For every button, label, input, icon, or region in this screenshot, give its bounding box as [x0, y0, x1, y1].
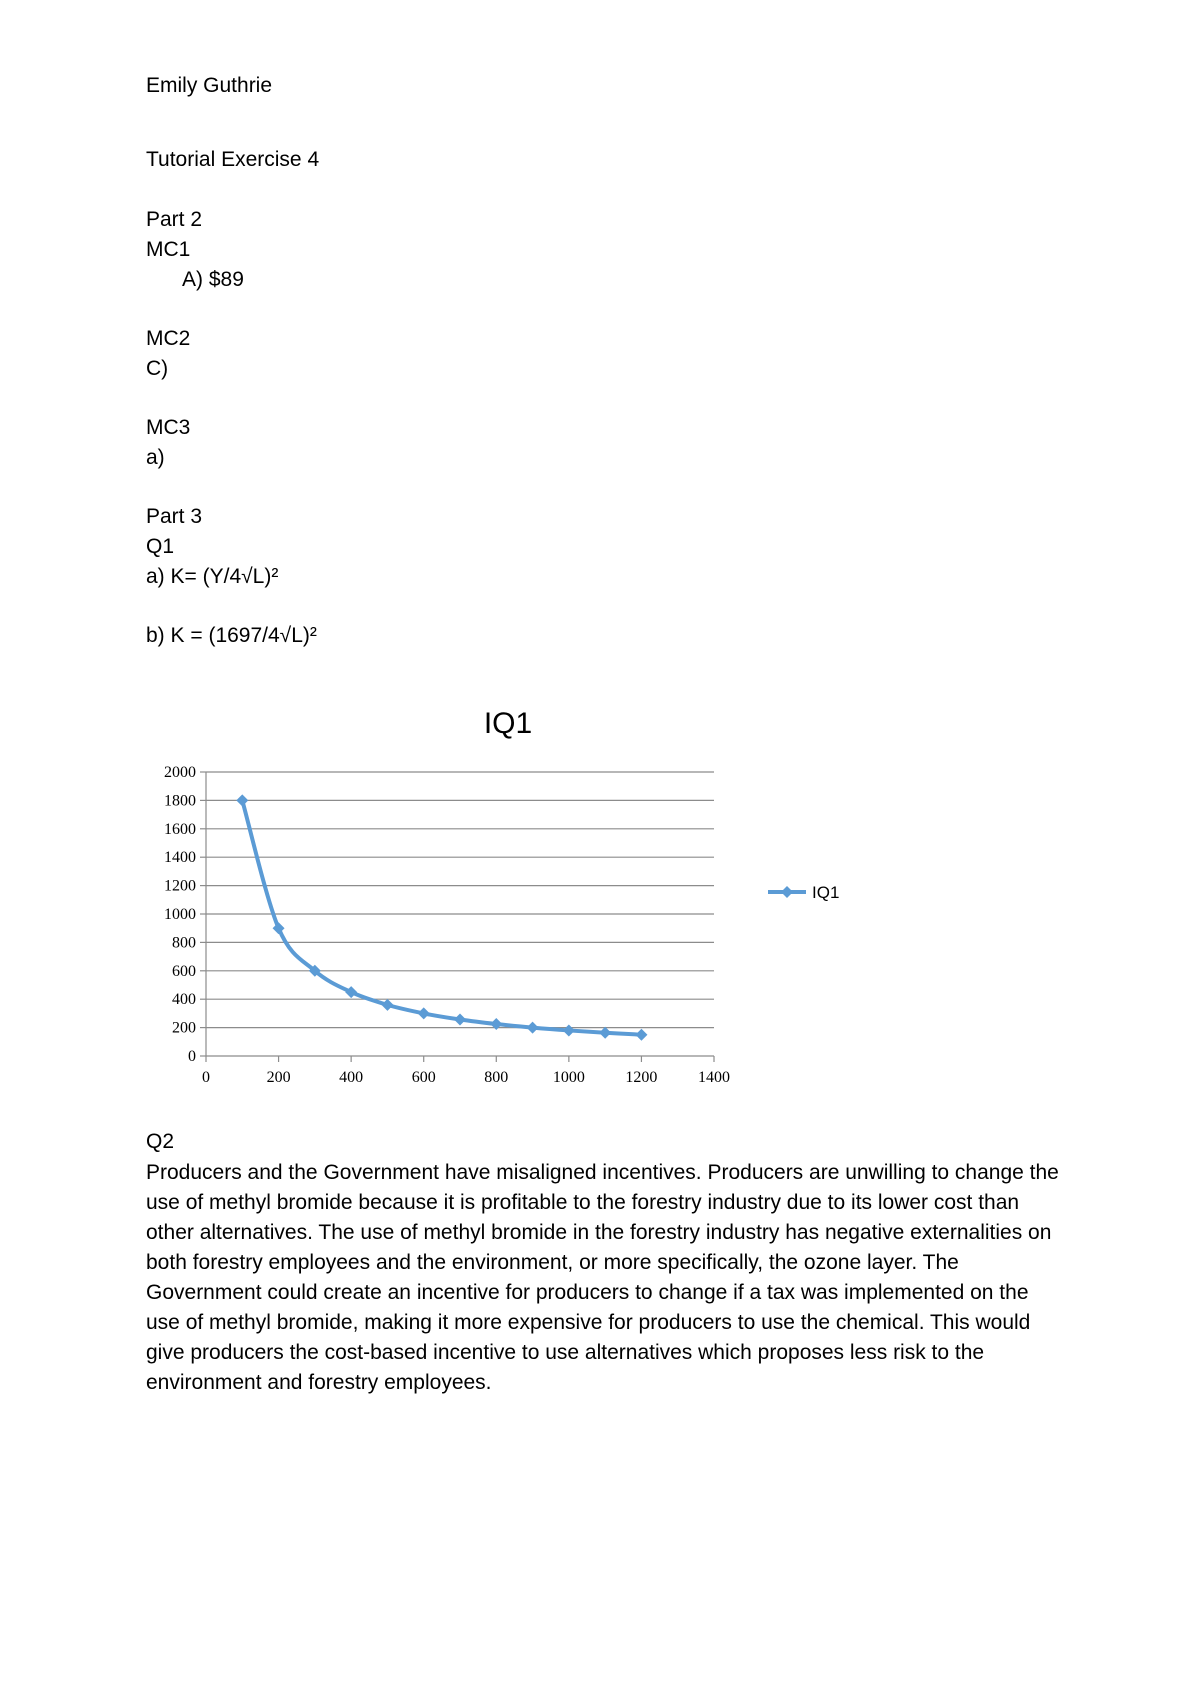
data-point-500	[381, 999, 393, 1011]
x-tick-label-600: 600	[411, 1069, 436, 1086]
document-title: Tutorial Exercise 4	[146, 148, 320, 171]
x-tick-label-200: 200	[266, 1069, 291, 1086]
data-point-1100	[599, 1027, 611, 1039]
q1-label: Q1	[146, 535, 175, 558]
y-tick-label-1600: 1600	[164, 820, 196, 838]
y-tick-label-1800: 1800	[164, 792, 196, 810]
y-tick-label-1400: 1400	[164, 849, 196, 867]
data-point-600	[418, 1007, 430, 1019]
x-tick-label-1000: 1000	[552, 1069, 585, 1086]
q2-label: Q2	[146, 1130, 175, 1153]
part3-heading: Part 3	[146, 505, 203, 528]
legend-label-iq1: IQ1	[812, 883, 840, 902]
data-point-100	[236, 794, 248, 806]
y-tick-label-400: 400	[172, 991, 196, 1009]
q2-answer-paragraph: Producers and the Government have misaligned incentives. Producers are unwilling to change the use of methyl bromide because it is profitable to the forestry industry due to its lower cost than other alternatives. The use of methyl bromide in the forestry industry has negative externalities on both forestry employees and the environment, or more specifically, the ozone layer. The Government could create an incentive for producers to change if a tax was implemented on the use of methyl bromide, making it more expensive for producers to use the chemical. This would give producers the cost-based incentive to use alternatives which proposes less risk to the environment and forestry employees.	[146, 1161, 1059, 1394]
x-tick-label-800: 800	[484, 1069, 509, 1086]
mc3-label: MC3	[146, 416, 191, 439]
iq1-chart-svg	[130, 690, 910, 1090]
data-point-1000	[563, 1024, 575, 1036]
data-point-200	[273, 922, 285, 934]
y-tick-label-1000: 1000	[164, 906, 196, 923]
q1-answer-a: a) K= (Y/4√L)²	[146, 565, 279, 588]
mc3-answer: a)	[146, 446, 165, 469]
y-tick-label-200: 200	[172, 1019, 196, 1037]
mc2-label: MC2	[146, 327, 191, 350]
data-point-900	[527, 1022, 539, 1034]
iq1-chart	[130, 690, 910, 1090]
y-tick-label-800: 800	[172, 934, 196, 952]
data-point-1200	[635, 1029, 647, 1041]
y-tick-label-1200: 1200	[164, 877, 196, 895]
y-tick-label-0: 0	[188, 1048, 196, 1065]
x-tick-label-0: 0	[202, 1069, 210, 1086]
data-point-400	[345, 986, 357, 998]
x-tick-label-1400: 1400	[698, 1069, 730, 1086]
y-tick-label-2000: 2000	[164, 764, 196, 781]
data-point-700	[454, 1014, 466, 1026]
chart-gridlines	[206, 772, 714, 1028]
x-tick-label-1200: 1200	[625, 1069, 658, 1086]
legend-marker-sample	[781, 886, 793, 898]
mc1-answer: A) $89	[182, 268, 244, 291]
chart-series	[236, 794, 647, 1040]
author-name: Emily Guthrie	[146, 74, 273, 97]
data-point-800	[490, 1018, 502, 1030]
x-tick-label-400: 400	[339, 1069, 364, 1086]
chart-legend	[768, 883, 839, 902]
y-tick-label-600: 600	[172, 962, 196, 980]
q1-answer-b: b) K = (1697/4√L)²	[146, 624, 317, 647]
chart-tick-labels	[164, 764, 730, 1086]
mc2-answer: C)	[146, 357, 169, 380]
mc1-label: MC1	[146, 238, 191, 261]
part2-heading: Part 2	[146, 208, 203, 231]
chart-title: IQ1	[483, 707, 533, 740]
